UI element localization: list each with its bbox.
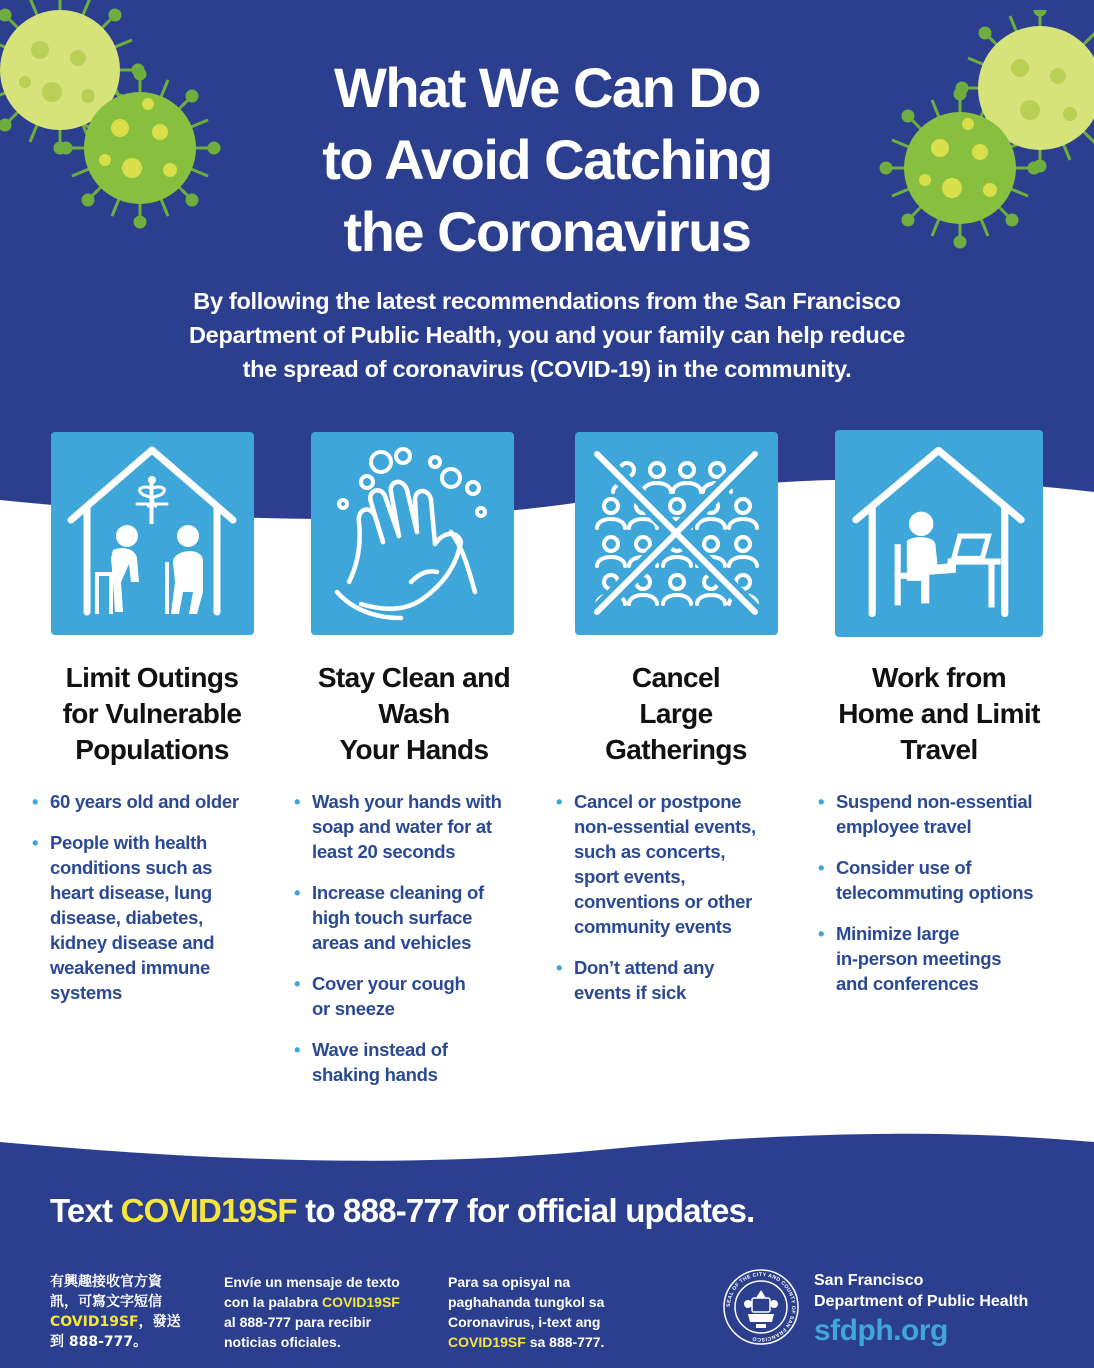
heading-line: Large — [639, 698, 713, 729]
footer-text: sa 888-777. — [525, 1334, 605, 1350]
bullet-line: • Cover your cough — [312, 973, 466, 994]
bullet-line: in-person meetings — [836, 948, 1002, 969]
footer-line: noticias oficiales. — [224, 1334, 341, 1350]
house-vulnerable-people-icon — [51, 432, 254, 635]
footer-line — [224, 1292, 424, 1312]
footer-text: ，發送 — [138, 1314, 181, 1330]
bullet-line: weakened immune — [50, 957, 211, 978]
bullet-line: • 60 years old and older — [50, 791, 239, 812]
bullet-line: employee travel — [836, 816, 972, 837]
bullet-list-work-from-home — [818, 789, 1068, 1012]
heading-line: Work from — [871, 662, 1007, 693]
bullet-line: • Wave instead of — [312, 1039, 448, 1060]
heading-line: Gatherings — [605, 734, 747, 765]
heading-line: Populations — [75, 734, 229, 765]
footer-line: Para sa opisyal na — [448, 1274, 571, 1290]
heading-line: for Vulnerable — [62, 698, 242, 729]
list-item — [556, 955, 786, 1005]
list-item — [294, 1037, 524, 1087]
list-item — [32, 789, 262, 814]
cta-text: Text — [50, 1192, 121, 1229]
bullet-line: kidney disease and — [50, 932, 215, 953]
bullet-line: shaking hands — [312, 1064, 438, 1085]
bullet-line: events if sick — [574, 982, 687, 1003]
footer-keyword: COVID19SF — [448, 1334, 526, 1350]
heading-line: Limit Outings — [65, 662, 239, 693]
list-item — [556, 789, 786, 939]
bullet-line: • Don’t attend any — [574, 957, 715, 978]
title-line: What We Can Do — [334, 56, 760, 119]
footer-line: al 888-777 para recibir — [224, 1314, 372, 1330]
footer-line: Envíe un mensaje de texto — [224, 1274, 400, 1290]
work-from-home-icon — [835, 430, 1043, 637]
heading-line: Home and Limit — [838, 698, 1040, 729]
footer-line — [50, 1312, 200, 1332]
bullet-line: systems — [50, 982, 122, 1003]
intro-paragraph — [110, 284, 984, 386]
bullet-line: • Cancel or postpone — [574, 791, 742, 812]
bullet-list-limit-outings — [32, 789, 262, 1021]
handwashing-icon — [311, 432, 514, 635]
footer-keyword: COVID19SF — [50, 1314, 139, 1330]
footer-chinese — [50, 1272, 200, 1352]
bullet-line: areas and vehicles — [312, 932, 472, 953]
heading-stay-clean — [289, 660, 539, 768]
footer-line: 訊，可寫文字短信 — [50, 1294, 162, 1310]
cta-text: to 888-777 for official updates. — [296, 1192, 755, 1229]
bullet-line: and conferences — [836, 973, 979, 994]
bullet-line: heart disease, lung — [50, 882, 212, 903]
bullet-line: soap and water for at — [312, 816, 492, 837]
bullet-line: such as concerts, — [574, 841, 726, 862]
bullet-line: disease, diabetes, — [50, 907, 203, 928]
list-item — [294, 789, 524, 864]
list-item — [294, 971, 524, 1021]
intro-line: By following the latest recommendations from the San Francisco — [193, 288, 901, 314]
org-name — [814, 1270, 1028, 1312]
heading-cancel-gatherings — [551, 660, 801, 768]
cta-keyword: COVID19SF — [120, 1192, 297, 1229]
text-updates-cta — [50, 1192, 1050, 1230]
footer-line: Coronavirus, i-text ang — [448, 1314, 601, 1330]
footer-tagalog — [448, 1272, 648, 1352]
page-title — [0, 52, 1094, 268]
bullet-line: non-essential events, — [574, 816, 756, 837]
bullet-line: least 20 seconds — [312, 841, 456, 862]
intro-line: the spread of coronavirus (COVID-19) in the community. — [242, 356, 852, 382]
list-item — [818, 921, 1068, 996]
heading-limit-outings — [27, 660, 277, 768]
bullet-line: high touch surface — [312, 907, 473, 928]
heading-line: Stay Clean and — [317, 662, 511, 693]
svg-text:SEAL OF THE CITY AND COUNTY OF — [726, 1272, 796, 1342]
org-line: Department of Public Health — [814, 1293, 1029, 1310]
heading-line: Your Hands — [339, 734, 489, 765]
bullet-line: • People with health — [50, 832, 208, 853]
bullet-line: • Minimize large — [836, 923, 960, 944]
footer-text: con la palabra — [224, 1294, 323, 1310]
heading-line: Travel — [900, 734, 978, 765]
title-line: to Avoid Catching — [322, 128, 772, 191]
footer-line: 到 888-777。 — [50, 1334, 148, 1350]
list-item — [818, 789, 1068, 839]
heading-work-from-home — [814, 660, 1064, 768]
list-item — [294, 880, 524, 955]
list-item — [818, 855, 1068, 905]
footer-line: paghahanda tungkol sa — [448, 1294, 605, 1310]
footer-keyword: COVID19SF — [322, 1294, 400, 1310]
bullet-line: • Consider use of — [836, 857, 972, 878]
bullet-line: telecommuting options — [836, 882, 1034, 903]
footer-line: 有興趣接收官方資 — [50, 1274, 162, 1290]
bullet-line: • Wash your hands with — [312, 791, 502, 812]
footer-line — [448, 1332, 648, 1352]
website-link[interactable]: sfdph.org — [814, 1314, 948, 1347]
list-item — [32, 830, 262, 1005]
bullet-list-cancel-gatherings — [556, 789, 786, 1021]
seal-text: SEAL OF THE CITY AND COUNTY OF SAN FRANCISCO — [725, 1271, 797, 1343]
footer-spanish — [224, 1272, 424, 1352]
intro-line: Department of Public Health, you and your family can help reduce — [189, 322, 905, 348]
bullet-line: community events — [574, 916, 732, 937]
bullet-line: conditions such as — [50, 857, 213, 878]
heading-line: Wash — [378, 698, 450, 729]
title-line: the Coronavirus — [343, 200, 751, 263]
bullet-line: sport events, — [574, 866, 686, 887]
bullet-line: conventions or other — [574, 891, 752, 912]
org-line: San Francisco — [814, 1272, 924, 1289]
crowd-crossed-out-icon — [575, 432, 778, 635]
city-seal-icon — [722, 1268, 800, 1346]
heading-line: Cancel — [631, 662, 721, 693]
bullet-line: or sneeze — [312, 998, 395, 1019]
bullet-line: • Suspend non-essential — [836, 791, 1033, 812]
bullet-list-stay-clean — [294, 789, 524, 1103]
bullet-line: • Increase cleaning of — [312, 882, 484, 903]
